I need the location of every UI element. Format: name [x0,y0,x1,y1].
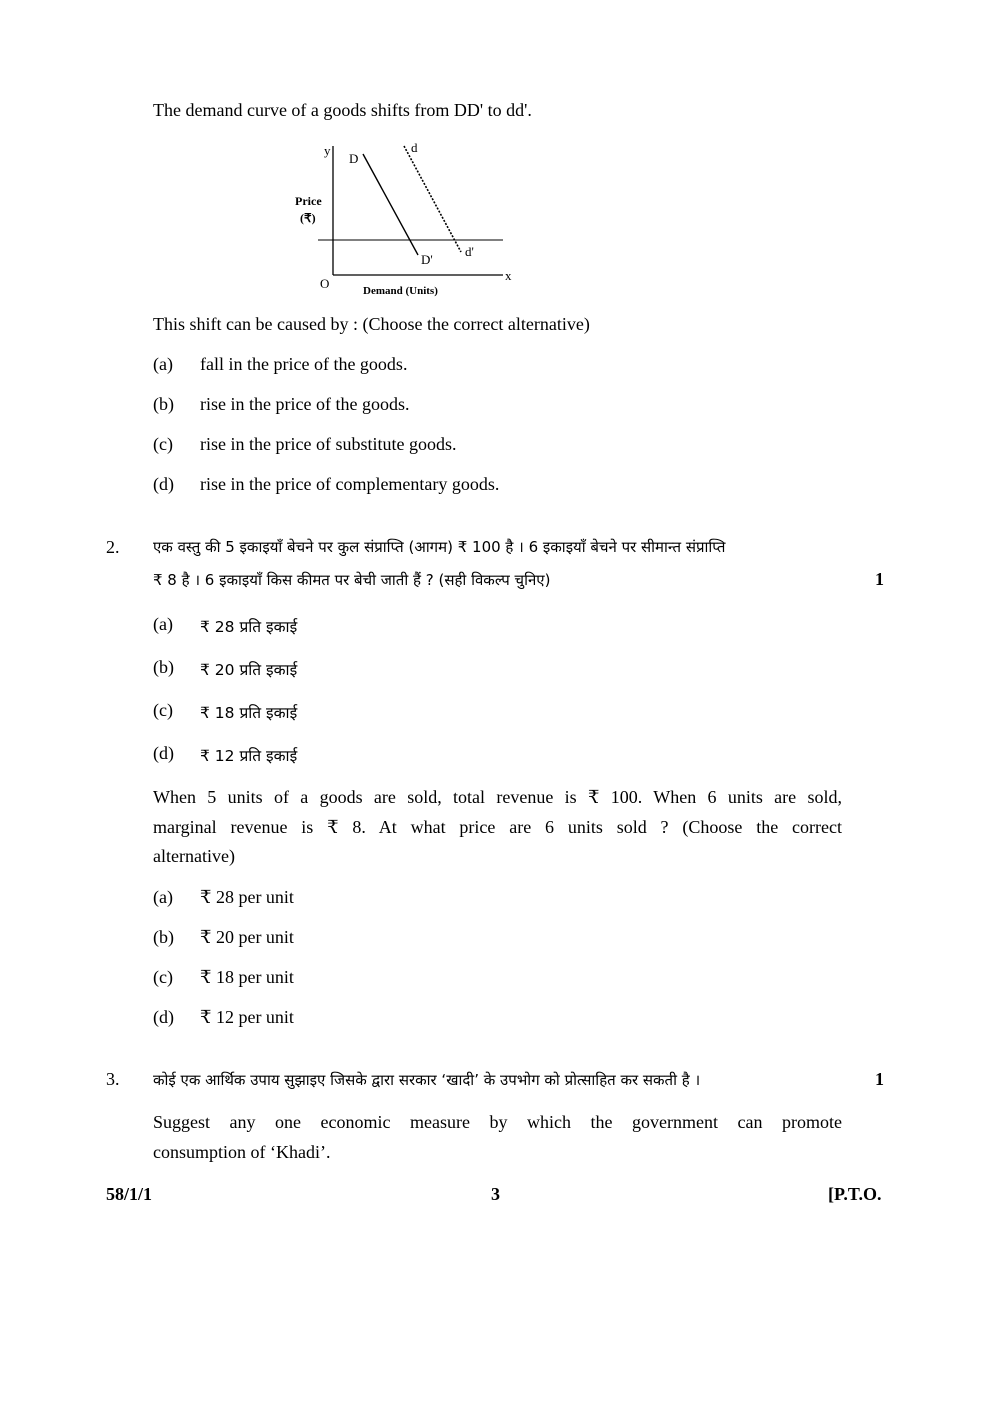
q2-english-option-d: (d) ₹ 12 per unit [153,1007,294,1027]
curve-label-d-prime: d' [465,244,474,259]
q2-number: 2. [106,537,120,557]
demand-shift-graph [290,138,530,300]
q3-hindi: कोई एक आर्थिक उपाय सुझाइए जिसके द्वारा सरकार ‘खादी’ के उपभोग को प्रोत्साहित कर सकती है । [153,1071,701,1089]
q1-option-a: (a) fall in the price of the goods. [153,354,408,374]
q2-english-option-b: (b) ₹ 20 per unit [153,927,294,947]
q2-hindi-option-d: (d) ₹ 12 प्रति इकाई [153,743,298,765]
q1-option-c: (c) rise in the price of substitute goods. [153,434,457,454]
q2-english-line1: When 5 units of a goods are sold, total revenue is ₹ 100. When 6 units are sold, [153,787,842,807]
q1-option-d: (d) rise in the price of complementary goods. [153,474,500,494]
xlabel-demand: Demand (Units) [363,285,438,297]
q3-number: 3. [106,1069,120,1089]
q2-english-option-c: (c) ₹ 18 per unit [153,967,294,987]
footer-page-number: 3 [491,1184,500,1204]
q1-stem: The demand curve of a goods shifts from DD' to dd'. [153,100,532,120]
curve-label-D: D [349,151,359,166]
ylabel-rupee: (₹) [300,211,316,225]
origin-label: O [320,276,330,291]
q1-prompt: This shift can be caused by : (Choose the correct alternative) [153,314,590,334]
q3-english-line2: consumption of ‘Khadi’. [153,1142,331,1162]
ylabel-price: Price [295,194,322,208]
q3-english-line1: Suggest any one economic measure by which the government can promote [153,1112,842,1132]
q2-english-line3: alternative) [153,846,235,866]
q2-hindi-line1: एक वस्तु की 5 इकाइयाँ बेचने पर कुल संप्राप्ति (आगम) ₹ 100 है । 6 इकाइयाँ बेचने पर सीमान्त संप्राप्ति [153,538,726,556]
q2-english-option-a: (a) ₹ 28 per unit [153,887,294,907]
q3-marks: 1 [875,1069,884,1089]
curve-label-d: d [411,140,418,155]
q2-hindi-option-a: (a) ₹ 28 प्रति इकाई [153,614,298,636]
q2-hindi-option-b: (b) ₹ 20 प्रति इकाई [153,657,298,679]
curve-label-D-prime: D' [421,252,433,267]
footer-code: 58/1/1 [106,1184,153,1204]
q2-marks: 1 [875,569,884,589]
q2-english-line2: marginal revenue is ₹ 8. At what price are 6 units sold ? (Choose the correct [153,817,842,837]
footer-pto: [P.T.O. [828,1184,882,1204]
q1-option-b: (b) rise in the price of the goods. [153,394,410,414]
x-axis-label: x [505,268,512,283]
y-axis-label: y [324,143,331,158]
q2-hindi-line2: ₹ 8 है । 6 इकाइयाँ किस कीमत पर बेची जाती हैं ? (सही विकल्प चुनिए) [153,571,551,589]
demand-curve-dd [404,146,461,252]
q2-hindi-option-c: (c) ₹ 18 प्रति इकाई [153,700,298,722]
